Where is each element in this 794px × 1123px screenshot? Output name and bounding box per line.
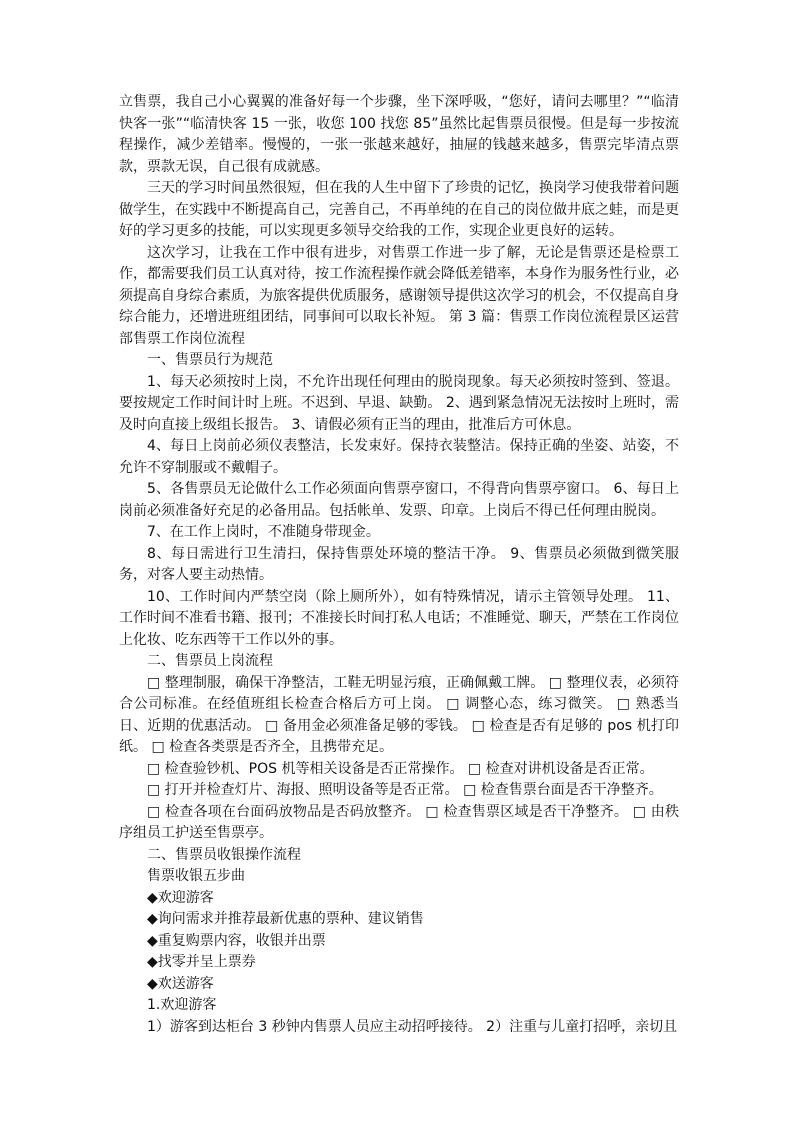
- paragraph: 一、售票员行为规范: [147, 352, 273, 368]
- paragraph: 7、在工作上岗时，不准随身带现金。: [147, 524, 380, 540]
- paragraph: 售票收银五步曲: [147, 868, 245, 884]
- paragraph: 1）游客到达柜台 3 秒钟内售票人员应主动招呼接待。 2）注重与儿童打招呼，亲切且: [147, 1018, 678, 1035]
- paragraph: □ 打开并检查灯片、海报、照明设备等是否正常。 □ 检查售票台面是否干净整齐。: [147, 782, 663, 798]
- paragraph: □ 整理制服，确保干净整洁，工鞋无明显污痕，正确佩戴工牌。 □ 整理仪表，必须符合公司标准。在经值班组长检查合格后方可上岗。 □ 调整心态，练习微笑。 □ 熟悉当日、近期的优惠活动。 □ 备用金必须准备足够的零钱。 □ 检查是否有足够的 pos 机打印纸。 □ 检查各类票是否齐全，且携带充足。: [119, 674, 679, 755]
- paragraph: 三天的学习时间虽然很短，但在我的人生中留下了珍贵的记忆，换岗学习使我带着问题做学生，在实践中不断提高自己，完善自己，不再单纯的在自己的岗位做井底之蛙，而是更好的学习更多的技能，可以实现更多领导交给我的工作，实现企业更良好的运转。: [119, 180, 679, 239]
- paragraph: 8、每日需进行卫生清扫，保持售票处环境的整洁干净。 9、售票员必须做到微笑服务，对客人要主动热情。: [119, 545, 679, 583]
- paragraph: 这次学习，让我在工作中很有进步，对售票工作进一步了解，无论是售票还是检票工作，都需要我们员工认真对待，按工作流程操作就会降低差错率，本身作为服务性行业，必须提高自身综合素质，为旅客提供优质服务，感谢领导提供这次学习的机会，不仅提高自身综合能力，还增进班组团结，同事间可以取长补短。 第 3 篇：售票工作岗位流程景区运营部售票工作岗位流程: [119, 244, 679, 347]
- paragraph: ◆询问需求并推荐最新优惠的票种、建议销售: [147, 911, 424, 927]
- paragraph: 立售票，我自己小心翼翼的准备好每一个步骤，坐下深呼吸，“您好，请问去哪里？”“临清快客一张”“临清快客 15 一张，收您 100 找您 85”虽然比起售票员很慢。但是每一步按流程操作，减少差错率。慢慢的，一张一张越来越好，抽屉的钱越来越多，售票完毕清点票款，票款无误，自己很有成就感。: [119, 94, 679, 175]
- paragraph: ◆欢送游客: [147, 975, 214, 992]
- paragraph: 1、每天必须按时上岗，不允许出现任何理由的脱岗现象。每天必须按时签到、签退。要按规定工作时间计时上班。不迟到、早退、缺勤。 2、遇到紧急情况无法按时上班时，需及时向直接上级组长报告。 3、请假必须有正当的理由，批准后方可休息。: [119, 373, 679, 433]
- paragraph: 4、每日上岗前必须仪表整洁，长发束好。保持衣装整洁。保持正确的坐姿、站姿，不允许不穿制服或不戴帽子。: [119, 438, 679, 476]
- paragraph: 5、各售票员无论做什么工作必须面向售票亭窗口，不得背向售票亭窗口。 6、每日上岗前必须准备好充足的必备用品。包括帐单、发票、印章。上岗后不得已任何理由脱岗。: [119, 481, 679, 519]
- paragraph: 10、工作时间内严禁空岗（除上厕所外），如有特殊情况，请示主管领导处理。 11、工作时间不准看书籍、报刊；不准接长时间打私人电话；不准睡觉、聊天，严禁在工作岗位上化妆、吃东西等干工作以外的事。: [119, 588, 679, 648]
- paragraph: ◆找零并呈上票券: [147, 954, 256, 970]
- paragraph: □ 检查各项在台面码放物品是否码放整齐。 □ 检查售票区域是否干净整齐。 □ 由秩序组员工护送至售票亭。: [119, 803, 679, 841]
- paragraph: ◆欢迎游客: [147, 889, 214, 906]
- paragraph: 二、售票员上岗流程: [147, 653, 273, 669]
- paragraph: □ 检查验钞机、POS 机等相关设备是否正常操作。 □ 检查对讲机设备是否正常。: [147, 760, 654, 777]
- paragraph: 1.欢迎游客: [147, 997, 217, 1013]
- paragraph: 二、售票员收银操作流程: [147, 846, 301, 863]
- document-page: [119, 92, 679, 1038]
- paragraph: ◆重复购票内容，收银并出票: [147, 932, 326, 949]
